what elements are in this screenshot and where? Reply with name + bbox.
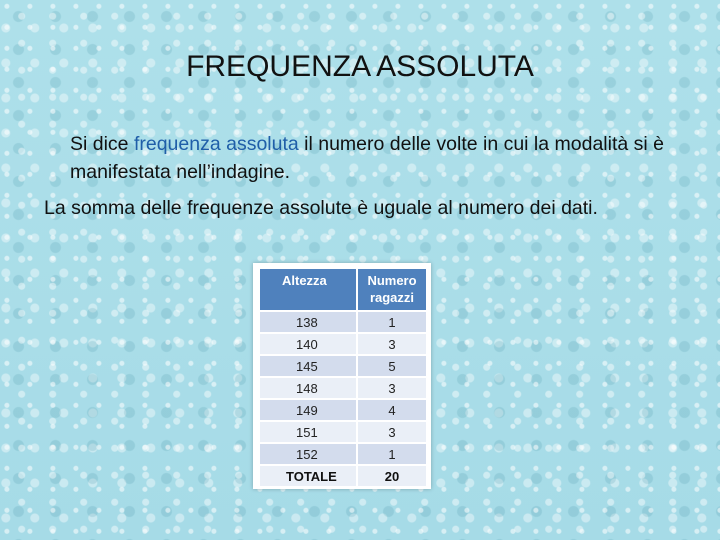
table-header-row: [260, 269, 426, 310]
altezza-cell: 140: [260, 334, 356, 354]
altezza-cell: 138: [260, 312, 356, 332]
altezza-cell: 151: [260, 422, 356, 442]
total-value: 20: [358, 466, 426, 486]
highlighted-term: frequenza assoluta: [133, 133, 299, 155]
count-cell: 3: [358, 422, 426, 442]
frequency-table: [258, 267, 428, 488]
definition-paragraph: [70, 130, 690, 186]
altezza-cell: 149: [260, 400, 356, 420]
definition-suffix: il numero delle volte in cui la modalità si è manifestata nell’indagine.: [70, 133, 664, 183]
header-altezza: Altezza: [260, 269, 356, 310]
count-cell: 3: [358, 334, 426, 354]
altezza-cell: 145: [260, 356, 356, 376]
count-cell: 1: [358, 444, 426, 464]
count-cell: 3: [358, 378, 426, 398]
altezza-cell: 152: [260, 444, 356, 464]
count-cell: 5: [358, 356, 426, 376]
definition-prefix: Si dice: [70, 133, 134, 155]
sum-paragraph: La somma delle frequenze assolute è uguale al numero dei dati.: [44, 197, 598, 219]
frequency-table-card: [253, 263, 431, 489]
table-total-row: [260, 466, 426, 486]
table-row: [260, 444, 426, 464]
total-label: TOTALE: [260, 466, 356, 486]
altezza-cell: 148: [260, 378, 356, 398]
table-row: [260, 356, 426, 376]
table-row: [260, 378, 426, 398]
slide-title: FREQUENZA ASSOLUTA: [186, 50, 534, 83]
header-numero-ragazzi: Numero ragazzi: [358, 269, 426, 310]
table-row: [260, 400, 426, 420]
table-row: [260, 312, 426, 332]
count-cell: 1: [358, 312, 426, 332]
count-cell: 4: [358, 400, 426, 420]
table-row: [260, 422, 426, 442]
table-row: [260, 334, 426, 354]
